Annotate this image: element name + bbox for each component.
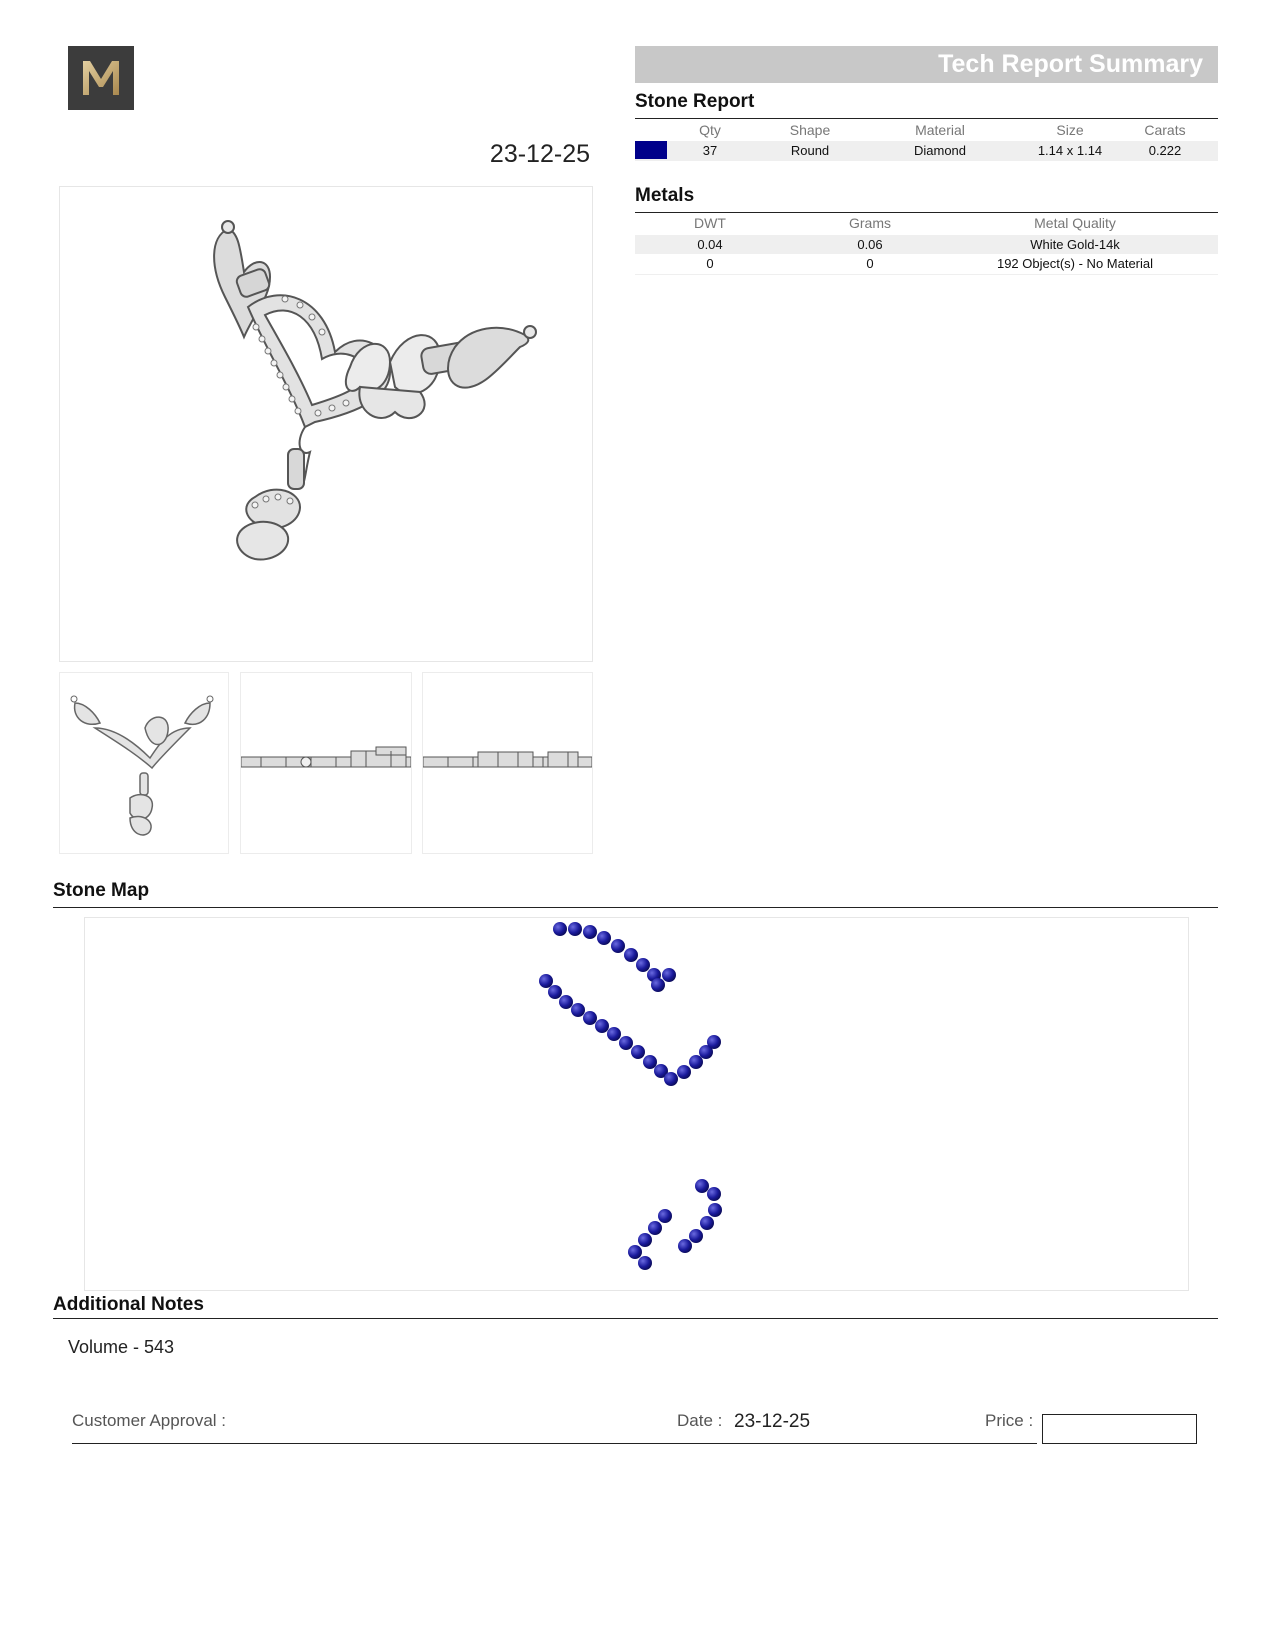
stone [636,958,650,972]
stone [548,985,562,999]
col-metal-quality: Metal Quality [1034,215,1116,231]
stone [553,922,567,936]
metal-grams: 0 [866,256,874,271]
stone [658,1209,672,1223]
customer-approval-label: Customer Approval : [72,1411,227,1430]
col-carats: Carats [1144,122,1186,138]
stone [611,939,625,953]
stone-report-divider [635,118,1218,119]
metal-grams: 0.06 [857,237,883,252]
stone [571,1003,585,1017]
stone [595,1019,609,1033]
stone [568,922,582,936]
metal-dwt: 0.04 [697,237,723,252]
stone [708,1203,722,1217]
stone [689,1229,703,1243]
approval-date-value: 23-12-25 [734,1411,811,1432]
approval-signature-line [72,1443,1037,1444]
additional-notes-title: Additional Notes [53,1294,204,1315]
company-logo [68,46,134,110]
thumbnail-top[interactable] [422,672,593,854]
col-size: Size [1056,122,1084,138]
stone [628,1245,642,1259]
stone-shape: Round [790,143,830,158]
stone [631,1045,645,1059]
stone [619,1036,633,1050]
report-date: 23-12-25 [489,140,590,168]
stone [597,931,611,945]
approval-date-label: Date : [677,1411,723,1430]
metals-divider [635,212,1218,213]
col-grams: Grams [849,215,891,231]
additional-notes-divider [53,1318,1218,1319]
stone-qty: 37 [702,143,718,158]
col-qty: Qty [699,122,721,138]
summary-banner [635,46,1218,83]
stone-color-swatch [635,141,667,159]
price-label: Price : [985,1411,1034,1430]
stone [695,1179,709,1193]
stone-size: 1.14 x 1.14 [1037,143,1103,158]
thumbnail-front[interactable] [59,672,229,854]
stone [583,1011,597,1025]
stone [707,1187,721,1201]
stone [707,1035,721,1049]
stone [643,1055,657,1069]
col-shape: Shape [789,122,831,138]
stone [700,1216,714,1230]
stone-map-view [84,917,1189,1291]
stone [624,948,638,962]
stone [651,978,665,992]
volume-note: Volume - 543 [68,1337,175,1357]
stone-map-divider [53,907,1218,908]
stone-report-title: Stone Report [635,91,755,112]
stone [677,1065,691,1079]
metal-dwt: 0 [706,256,714,271]
stone-carats: 0.222 [1148,143,1182,158]
col-material: Material [915,122,965,138]
price-field[interactable] [1042,1414,1197,1444]
stone-material: Diamond [913,143,967,158]
stone [648,1221,662,1235]
stone [689,1055,703,1069]
thumbnail-side[interactable] [240,672,412,854]
stone [607,1027,621,1041]
summary-title: Tech Report Summary [938,50,1203,78]
metal-quality: White Gold-14k [1030,237,1120,252]
stone [638,1233,652,1247]
stone [559,995,573,1009]
stone-map-title: Stone Map [53,880,150,901]
main-render-view [59,186,593,662]
stone [662,968,676,982]
stone [678,1239,692,1253]
stone [583,925,597,939]
stone [664,1072,678,1086]
stone [638,1256,652,1270]
metal-quality: 192 Object(s) - No Material [996,256,1154,271]
stone [539,974,553,988]
metals-title: Metals [635,185,695,206]
col-dwt: DWT [694,215,726,231]
